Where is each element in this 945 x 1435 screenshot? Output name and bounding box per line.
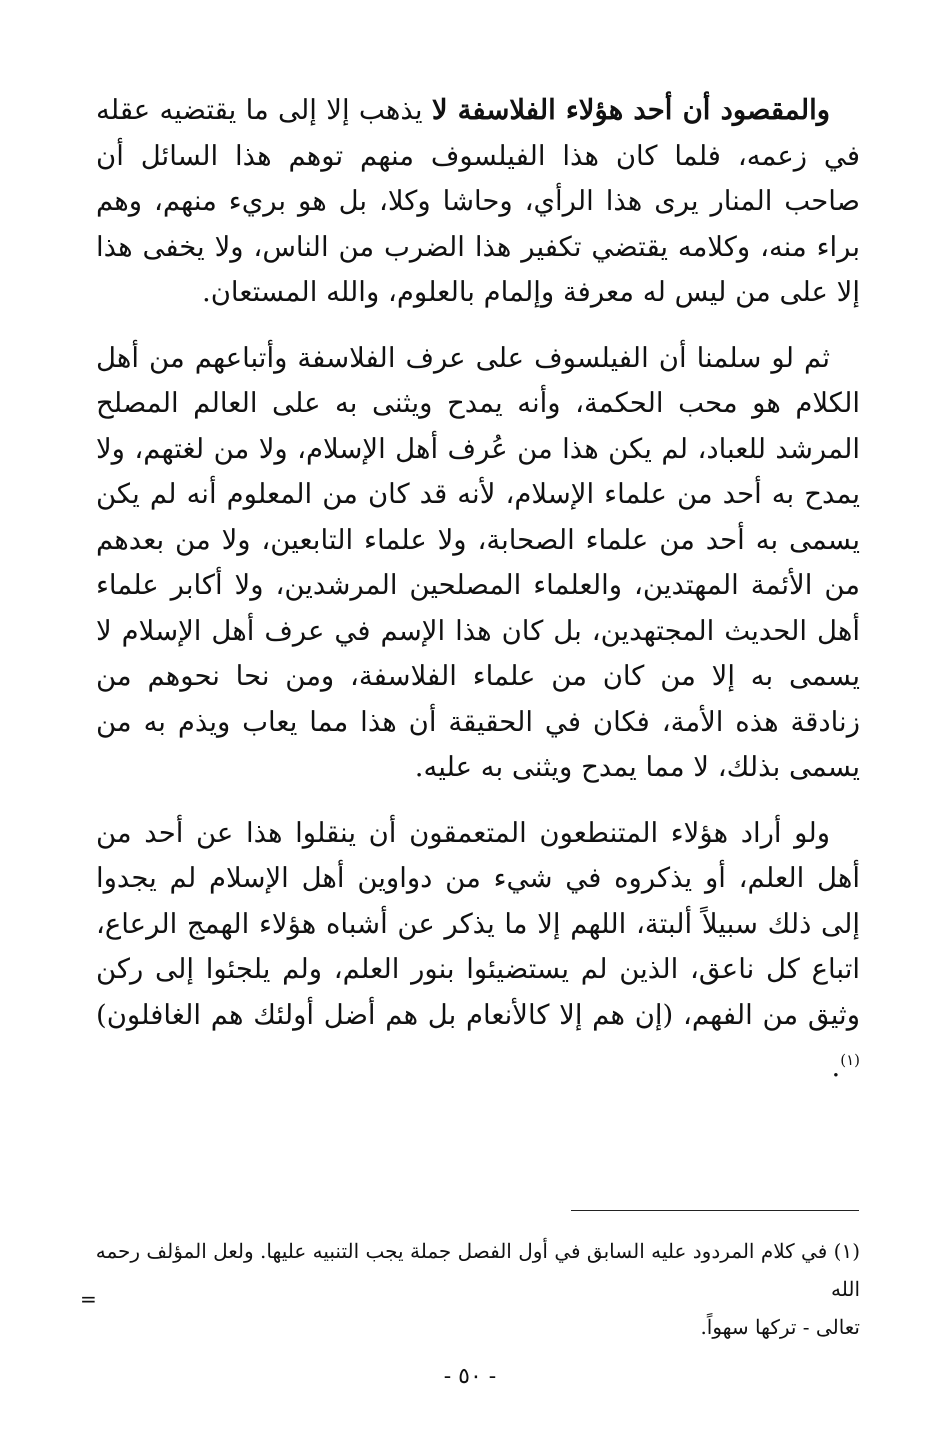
paragraph-3-end: .: [831, 1051, 841, 1083]
paragraph-3-text: ولو أراد هؤلاء المتنطعون المتعمقون أن ينقلوا هذا عن أحد من أهل العلم، أو يذكروه في شيء من دواوين أهل الإسلام لم يجدوا إلى ذلك سبيلاً ألبتة، اللهم إلا ما يذكر عن أشباه هؤلاء الهمج الرعاع، اتباع كل ناعق، الذين لم يستضيئوا بنور العلم، ولم يلجئوا إلى ركن وثيق من الفهم، (إن هم إلا كالأنعام بل هم أضل أولئك هم الغافلون): [96, 816, 860, 1031]
paragraph-2: ثم لو سلمنا أن الفيلسوف على عرف الفلاسفة وأتباعهم من أهل الكلام هو محب الحكمة، وأنه يمدح ويثنى به على العالم المصلح المرشد للعباد، لم يكن هذا من عُرف أهل الإسلام، ولا من لغتهم، ولا يمدح به أحد من علماء الإسلام، لأنه قد كان من المعلوم أنه لم يكن يسمى به أحد من علماء الصحابة، ولا علماء التابعين، ولا من بعدهم من الأئمة المهتدين، والعلماء المصلحين المرشدين، ولا أكابر علماء أهل الحديث المجتهدين، بل كان هذا الإسم في عرف أهل الإسلام لا يسمى به إلا من كان من علماء الفلاسفة، ومن نحا نحوهم من زنادقة هذه الأمة، فكان في الحقيقة أن هذا مما يعاب ويذم به من يسمى بذلك، لا مما يمدح ويثنى به عليه.: [96, 341, 860, 783]
paragraph-1-text: يذهب إلا إلى ما يقتضيه عقله في زعمه، فلما كان هذا الفيلسوف منهم توهم هذا السائل أن صاحب المنار يرى هذا الرأي، وحاشا وكلا، بل هو بريء منهم، وهم براء منه، وكلامه يقتضي تكفير هذا الضرب من الناس، ولا يخفى هذا إلا على من ليس له معرفة وإلمام بالعلوم، والله المستعان.: [96, 94, 860, 308]
footnote-line-2: تعالى - تركها سهواً.: [700, 1315, 860, 1339]
paragraph-1: [96, 88, 860, 316]
footnote-reference[interactable]: (١): [840, 1051, 860, 1069]
main-text: [96, 88, 860, 1091]
paragraph-1-bold-lead: والمقصود أن أحد هؤلاء الفلاسفة لا: [431, 94, 830, 126]
footnote: [84, 1232, 860, 1346]
footnote-separator: [571, 1210, 859, 1211]
paragraph-3: [96, 811, 860, 1091]
footnote-line-1: (١) في كلام المردود عليه السابق في أول الفصل جملة يجب التنبيه عليها. ولعل المؤلف رحمه الله: [95, 1239, 860, 1301]
continuation-mark: =: [80, 1287, 97, 1311]
page-number: - ٥٠ -: [443, 1364, 497, 1389]
